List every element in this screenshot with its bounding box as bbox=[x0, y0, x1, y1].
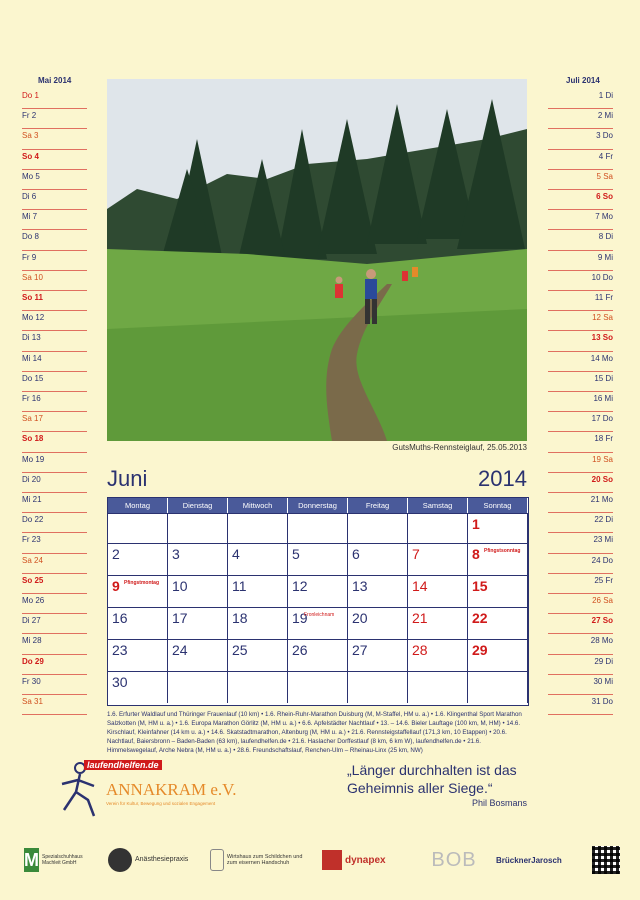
left-day-row bbox=[22, 209, 87, 230]
left-day-label: So 4 bbox=[22, 151, 39, 161]
calendar-day-cell bbox=[288, 575, 348, 607]
calendar-day-cell bbox=[228, 513, 288, 543]
right-day-row bbox=[548, 351, 613, 372]
calendar-day-cell bbox=[408, 607, 468, 639]
calendar-day-cell bbox=[348, 575, 408, 607]
calendar-day-number: 14 bbox=[412, 578, 428, 594]
left-day-label: Mi 21 bbox=[22, 495, 42, 504]
left-day-row bbox=[22, 108, 87, 129]
week-row bbox=[108, 639, 528, 671]
calendar-day-cell bbox=[468, 575, 528, 607]
left-day-row bbox=[22, 128, 87, 149]
calendar-day-number: 4 bbox=[232, 546, 240, 562]
sponsor-footer bbox=[24, 838, 620, 882]
left-day-row bbox=[22, 371, 87, 392]
weekday-header: Dienstag bbox=[168, 498, 228, 513]
right-day-label: 22 Di bbox=[594, 515, 613, 525]
calendar-day-cell bbox=[168, 575, 228, 607]
calendar-day-cell bbox=[288, 639, 348, 671]
calendar-day-cell bbox=[228, 607, 288, 639]
right-day-row bbox=[548, 553, 613, 574]
org-subtitle: Verein für Kultur, Bewegung und sozialen Engagement bbox=[106, 801, 216, 806]
calendar-day-number: 10 bbox=[172, 578, 188, 594]
laufendhelfen-site: laufendhelfen.de bbox=[84, 760, 162, 770]
holiday-note: Pfingstsonntag bbox=[484, 548, 521, 554]
left-day-row bbox=[22, 613, 87, 634]
right-day-row bbox=[548, 674, 613, 695]
calendar-day-cell bbox=[288, 543, 348, 575]
right-day-label: 5 Sa bbox=[596, 171, 613, 181]
right-day-label: 15 Di bbox=[594, 373, 613, 383]
right-day-row bbox=[548, 270, 613, 291]
photo-illustration bbox=[107, 79, 527, 441]
right-day-label: 9 Mi bbox=[597, 252, 613, 262]
photo-running-trail bbox=[107, 79, 527, 441]
calendar-day-cell bbox=[348, 671, 408, 703]
sponsor-dynapex bbox=[322, 850, 412, 870]
left-day-row bbox=[22, 694, 87, 715]
left-day-label: Do 15 bbox=[22, 373, 44, 383]
left-day-label: Fr 2 bbox=[22, 111, 37, 121]
calendar-day-cell bbox=[348, 639, 408, 671]
left-day-row bbox=[22, 674, 87, 695]
left-day-row bbox=[22, 88, 87, 109]
left-day-label: Mi 14 bbox=[22, 353, 42, 363]
right-day-row bbox=[548, 411, 613, 432]
left-day-row bbox=[22, 310, 87, 331]
left-day-label: Do 22 bbox=[22, 515, 44, 525]
right-day-row bbox=[548, 633, 613, 654]
left-day-label: Fr 9 bbox=[22, 252, 37, 262]
left-day-label: Di 13 bbox=[22, 333, 41, 343]
year-title: 2014 bbox=[478, 466, 527, 491]
events-list: 1.6. Erfurter Waldlauf und Thüringer Frauenlauf (10 km) • 1.6. Rhein-Ruhr-Marathon Duisburg (M, M-Staffel, HM u. a.) • 1.6. Klingenthal Sport Marathon Salzkotten (M, HM u. a.) • 1.6. Europa Marathon Görlitz (M, HM u. a.) • 6.6. Apfelstädter Nachtlauf • 13. – 14.6. Bieler Lauftage (100 km, M, HM) • 14.6. Kirschlauf, Kleinfahner (14 km u. a.) • 14.6. Skatstadtmarathon, Altenburg (M, HM u. a.) • 21.6. Rennsteigstaffellauf (171,3 km, 10 Etappen) • 20.6. Nachtlauf, Baiersbronn – Baden-Baden (63 km), laufendhelfen.de • 21.6. Haslacher Dorffestlauf (8 km, 6 km W), laufendhelfen.de • 21.6. Himmelswegelauf, Arche Nebra (M, HM u. a.) • 28.6. Freundschaftslauf, Renchen-Ulm – Rheinau-Linx (25 km, NW) bbox=[107, 711, 522, 754]
calendar-day-number: 11 bbox=[232, 578, 247, 594]
right-day-row bbox=[548, 250, 613, 271]
left-day-row bbox=[22, 512, 87, 533]
right-day-row bbox=[548, 593, 613, 614]
weekday-header: Samstag bbox=[408, 498, 468, 513]
right-day-label: 30 Mi bbox=[593, 676, 613, 686]
right-day-label: 23 Mi bbox=[593, 535, 613, 545]
left-day-label: Sa 10 bbox=[22, 272, 43, 282]
calendar-day-number: 13 bbox=[352, 578, 368, 594]
right-day-label: 11 Fr bbox=[594, 293, 613, 302]
right-day-label: 19 Sa bbox=[592, 454, 613, 464]
right-day-label: 17 Do bbox=[591, 414, 613, 424]
left-day-label: Mo 5 bbox=[22, 171, 40, 181]
sponsor-wirtshaus-name: Wirtshaus zum Schildchen und zum eisernen Handschuh bbox=[226, 854, 303, 866]
left-day-label: Do 29 bbox=[22, 656, 44, 666]
sponsor-anaesthesie-name: Anästhesiepraxis bbox=[135, 856, 189, 863]
calendar-day-cell bbox=[348, 607, 408, 639]
right-day-row bbox=[548, 209, 613, 230]
left-day-label: So 25 bbox=[22, 575, 44, 585]
right-day-row bbox=[548, 694, 613, 715]
calendar-day-cell bbox=[468, 639, 528, 671]
sponsor-machleit bbox=[24, 848, 96, 872]
calendar-day-number: 2 bbox=[112, 546, 120, 562]
calendar-day-number: 27 bbox=[352, 642, 368, 658]
right-day-label: 27 So bbox=[591, 616, 613, 626]
weekday-header: Sonntag bbox=[468, 498, 528, 513]
right-day-row bbox=[548, 492, 613, 513]
calendar-day-number: 8 bbox=[472, 546, 480, 562]
right-day-row bbox=[548, 452, 613, 473]
left-day-label: Mi 28 bbox=[22, 636, 42, 646]
left-day-row bbox=[22, 270, 87, 291]
left-day-row bbox=[22, 532, 87, 553]
holiday-note: Pfingstmontag bbox=[124, 580, 159, 586]
right-day-row bbox=[548, 654, 613, 675]
left-day-label: Di 20 bbox=[22, 474, 41, 484]
calendar-day-cell bbox=[168, 607, 228, 639]
right-day-label: 7 Mo bbox=[595, 212, 613, 222]
left-day-row bbox=[22, 633, 87, 654]
left-day-label: Di 6 bbox=[22, 192, 37, 201]
sponsor-brucknerjarosch: BrücknerJarosch bbox=[496, 855, 562, 865]
calendar-day-number: 28 bbox=[412, 642, 428, 658]
right-day-label: 20 So bbox=[591, 474, 613, 484]
calendar-day-number: 6 bbox=[352, 546, 360, 562]
calendar-day-number: 16 bbox=[112, 610, 128, 626]
weekday-header: Donnerstag bbox=[288, 498, 348, 513]
left-day-row bbox=[22, 351, 87, 372]
left-day-label: Mo 19 bbox=[22, 454, 45, 464]
left-day-label: Fr 30 bbox=[22, 676, 41, 686]
calendar-day-cell bbox=[108, 543, 168, 575]
calendar-day-number: 20 bbox=[352, 610, 368, 626]
org-name: ANNAKRAM e.V. bbox=[106, 780, 237, 799]
weekday-header: Freitag bbox=[348, 498, 408, 513]
left-day-label: Do 8 bbox=[22, 232, 39, 242]
calendar-day-cell bbox=[288, 607, 348, 639]
calendar-day-number: 7 bbox=[412, 546, 420, 562]
right-day-row bbox=[548, 88, 613, 109]
left-day-row bbox=[22, 169, 87, 190]
calendar-day-number: 29 bbox=[472, 642, 488, 658]
right-day-label: 18 Fr bbox=[594, 434, 613, 444]
right-day-label: 28 Mo bbox=[590, 636, 613, 646]
calendar-day-cell bbox=[408, 639, 468, 671]
right-day-label: 12 Sa bbox=[592, 313, 613, 323]
left-day-row bbox=[22, 330, 87, 351]
left-day-label: Fr 16 bbox=[22, 394, 41, 403]
left-day-label: Sa 31 bbox=[22, 697, 43, 706]
calendar-day-number: 9 bbox=[112, 578, 120, 594]
left-day-label: So 18 bbox=[22, 434, 44, 444]
calendar-day-cell bbox=[408, 671, 468, 703]
right-day-label: 3 Do bbox=[596, 131, 613, 141]
right-day-row bbox=[548, 108, 613, 129]
right-day-label: 2 Mi bbox=[597, 111, 613, 121]
right-day-row bbox=[548, 229, 613, 250]
left-day-row bbox=[22, 391, 87, 412]
calendar-day-number: 26 bbox=[292, 642, 308, 658]
right-day-label: 16 Mi bbox=[593, 394, 613, 403]
left-day-label: Mi 7 bbox=[22, 212, 38, 222]
sponsor-bob: BOB bbox=[431, 848, 477, 871]
right-day-label: 21 Mo bbox=[590, 495, 613, 504]
right-day-label: 29 Di bbox=[594, 656, 613, 666]
left-day-label: Sa 24 bbox=[22, 555, 43, 565]
left-day-label: Sa 3 bbox=[22, 131, 39, 141]
calendar-day-cell bbox=[288, 671, 348, 703]
left-day-label: Di 27 bbox=[22, 616, 41, 626]
calendar-day-number: 22 bbox=[472, 610, 488, 626]
weekday-header: Mittwoch bbox=[228, 498, 288, 513]
calendar-day-cell bbox=[168, 543, 228, 575]
calendar-day-cell bbox=[168, 671, 228, 703]
left-day-label: Mo 12 bbox=[22, 313, 45, 323]
right-day-row bbox=[548, 573, 613, 594]
calendar-day-number: 15 bbox=[472, 578, 488, 594]
qr-code-icon bbox=[592, 846, 620, 874]
sponsor-dynapex-name: dynapex bbox=[345, 854, 386, 866]
calendar-day-cell bbox=[348, 513, 408, 543]
right-day-row bbox=[548, 391, 613, 412]
calendar-day-cell bbox=[468, 671, 528, 703]
right-day-row bbox=[548, 431, 613, 452]
right-day-label: 1 Di bbox=[598, 91, 613, 100]
calendar-day-cell bbox=[108, 607, 168, 639]
left-day-row bbox=[22, 411, 87, 432]
right-day-row bbox=[548, 310, 613, 331]
calendar-day-number: 21 bbox=[412, 610, 428, 626]
calendar-day-cell bbox=[228, 639, 288, 671]
right-day-row bbox=[548, 290, 613, 311]
calendar-day-cell bbox=[228, 543, 288, 575]
photo-caption: GutsMuths-Rennsteiglauf, 25.05.2013 bbox=[392, 443, 527, 452]
calendar-day-number: 19 bbox=[292, 610, 308, 626]
calendar-day-number: 17 bbox=[172, 610, 188, 626]
calendar-day-number: 25 bbox=[232, 642, 248, 658]
left-day-row bbox=[22, 573, 87, 594]
calendar-day-cell bbox=[228, 671, 288, 703]
calendar-day-cell bbox=[288, 513, 348, 543]
wirtshaus-logo-icon bbox=[210, 849, 224, 871]
right-day-row bbox=[548, 330, 613, 351]
right-day-label: 13 So bbox=[591, 333, 613, 343]
calendar-day-cell bbox=[468, 543, 528, 575]
left-day-row bbox=[22, 553, 87, 574]
left-day-label: Mo 26 bbox=[22, 596, 45, 605]
anaesthesie-logo-icon bbox=[108, 848, 132, 872]
dynapex-logo-icon bbox=[322, 850, 342, 870]
calendar-day-number: 5 bbox=[292, 546, 300, 562]
right-month-title: Juli 2014 bbox=[566, 76, 600, 85]
right-day-label: 25 Fr bbox=[594, 575, 613, 585]
left-day-row bbox=[22, 593, 87, 614]
right-day-row bbox=[548, 613, 613, 634]
calendar-day-cell bbox=[408, 575, 468, 607]
week-row bbox=[108, 671, 528, 703]
left-month-title: Mai 2014 bbox=[38, 76, 72, 85]
left-day-row bbox=[22, 654, 87, 675]
calendar-day-cell bbox=[468, 513, 528, 543]
calendar-day-cell bbox=[408, 543, 468, 575]
week-row bbox=[108, 543, 528, 575]
calendar-day-cell bbox=[108, 513, 168, 543]
week-row bbox=[108, 575, 528, 607]
right-day-label: 8 Di bbox=[598, 232, 613, 242]
calendar-day-number: 23 bbox=[112, 642, 128, 658]
month-title: Juni bbox=[107, 466, 148, 491]
left-day-row bbox=[22, 189, 87, 210]
calendar-day-cell bbox=[408, 513, 468, 543]
calendar-day-number: 3 bbox=[172, 546, 180, 562]
left-day-row bbox=[22, 431, 87, 452]
sponsor-wirtshaus bbox=[210, 849, 310, 871]
right-day-row bbox=[548, 532, 613, 553]
quote-author: Phil Bosmans bbox=[471, 798, 527, 808]
left-day-label: Fr 23 bbox=[22, 535, 41, 545]
logo-block bbox=[50, 760, 260, 820]
calendar-day-cell bbox=[468, 607, 528, 639]
right-day-label: 24 Do bbox=[591, 555, 613, 565]
holiday-note: Fronleichnam bbox=[304, 612, 335, 618]
calendar-day-number: 1 bbox=[472, 516, 480, 532]
week-row bbox=[108, 607, 528, 639]
calendar-day-cell bbox=[348, 543, 408, 575]
right-day-label: 4 Fr bbox=[598, 151, 613, 161]
right-day-row bbox=[548, 472, 613, 493]
calendar-day-cell bbox=[168, 639, 228, 671]
calendar-day-cell bbox=[228, 575, 288, 607]
right-day-label: 26 Sa bbox=[592, 596, 613, 605]
quote-text: „Länger durchhalten ist das Geheimnis aller Siege.“ bbox=[347, 762, 517, 796]
calendar-day-number: 18 bbox=[232, 610, 248, 626]
week-row bbox=[108, 513, 528, 543]
left-day-row bbox=[22, 149, 87, 170]
right-day-label: 10 Do bbox=[591, 272, 613, 282]
left-day-label: Do 1 bbox=[22, 91, 39, 100]
calendar-day-cell bbox=[108, 639, 168, 671]
calendar-day-cell bbox=[108, 575, 168, 607]
right-day-row bbox=[548, 128, 613, 149]
right-day-row bbox=[548, 149, 613, 170]
left-day-label: So 11 bbox=[22, 293, 43, 302]
right-day-row bbox=[548, 371, 613, 392]
left-day-row bbox=[22, 452, 87, 473]
calendar-grid bbox=[107, 497, 529, 706]
calendar-day-cell bbox=[168, 513, 228, 543]
right-day-row bbox=[548, 512, 613, 533]
left-day-row bbox=[22, 472, 87, 493]
right-day-row bbox=[548, 189, 613, 210]
machleit-logo-icon: M bbox=[24, 850, 39, 870]
calendar-day-number: 30 bbox=[112, 674, 128, 690]
right-day-row bbox=[548, 169, 613, 190]
left-day-row bbox=[22, 229, 87, 250]
calendar-day-number: 12 bbox=[292, 578, 308, 594]
calendar-day-number: 24 bbox=[172, 642, 188, 658]
calendar-day-cell bbox=[108, 671, 168, 703]
calendar-header bbox=[108, 498, 528, 513]
left-day-row bbox=[22, 492, 87, 513]
sponsor-machleit-name: Spezialschuhhaus Machleit GmbH bbox=[42, 854, 83, 866]
sponsor-anaesthesie bbox=[108, 848, 198, 872]
right-day-label: 14 Mo bbox=[590, 353, 613, 363]
left-day-label: Sa 17 bbox=[22, 414, 43, 424]
left-day-row bbox=[22, 290, 87, 311]
right-day-label: 6 So bbox=[596, 192, 613, 201]
left-day-row bbox=[22, 250, 87, 271]
weekday-header: Montag bbox=[108, 498, 168, 513]
right-day-label: 31 Do bbox=[591, 697, 613, 706]
